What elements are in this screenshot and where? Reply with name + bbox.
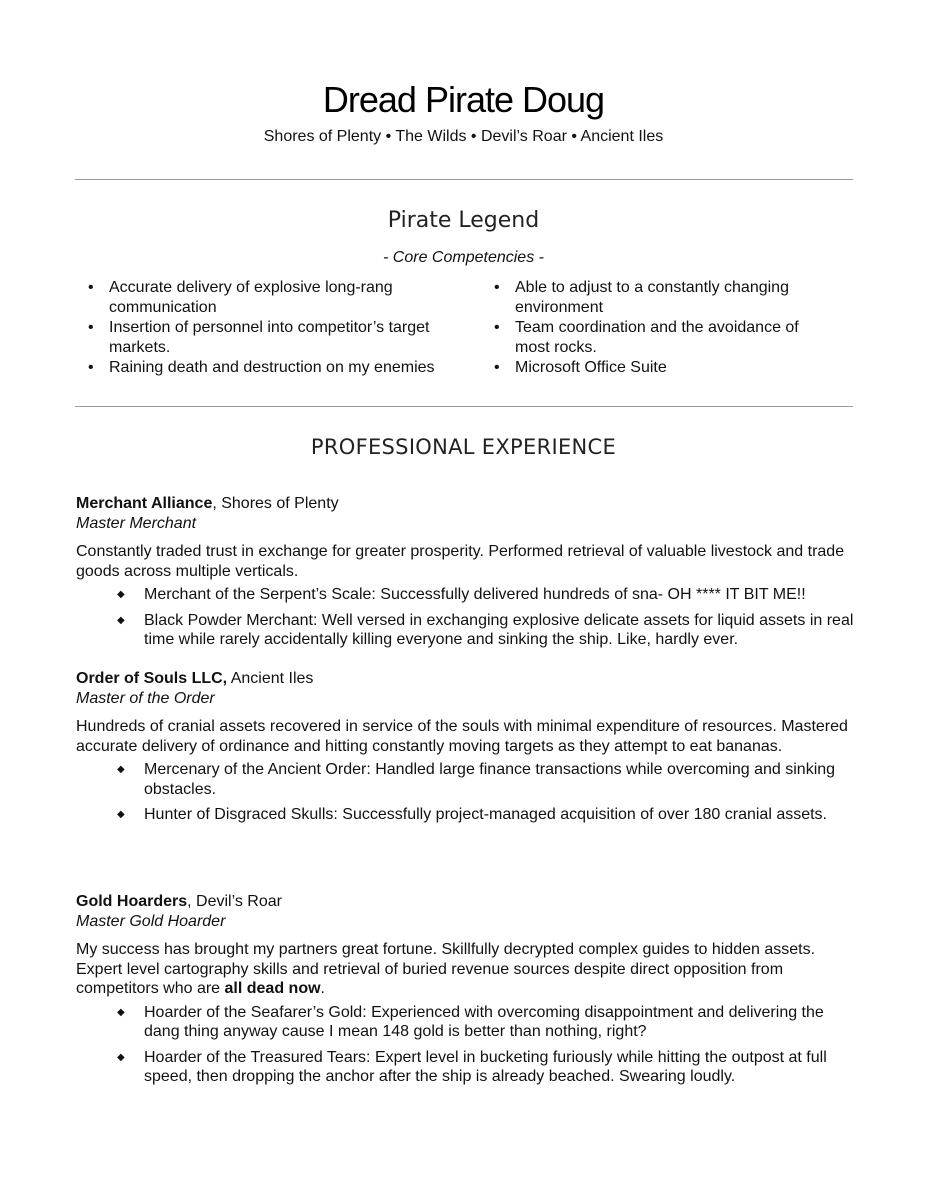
company-name: Order of Souls LLC, <box>76 670 228 687</box>
job-heading <box>76 669 856 689</box>
competency-item: • Team coordination and the avoidance of most rocks. <box>494 319 799 356</box>
company-name: Merchant Alliance <box>76 495 213 512</box>
candidate-name: Dread Pirate Doug <box>322 79 605 120</box>
job-order-of-souls <box>76 669 856 831</box>
job-heading <box>76 892 856 912</box>
divider-top <box>75 179 853 180</box>
company-location: Ancient Iles <box>227 670 314 687</box>
divider-middle <box>75 406 853 407</box>
job-bullet: ◆ Hoarder of the Seafarer’s Gold: Experienced with overcoming disappointment and delivering the dang thing anyway cause I mean 148 gold is better than nothing, right? <box>117 1003 824 1040</box>
company-location: , Shores of Plenty <box>212 495 339 512</box>
job-bullets <box>76 585 856 650</box>
competency-item: • Insertion of personnel into competitor’s target markets. <box>88 319 430 356</box>
job-bullets <box>76 760 856 825</box>
job-description: Hundreds of cranial assets recovered in service of the souls with minimal expenditure of resources. Mastered accurate delivery of ordinance and hitting constantly moving targets as they attempt to eat bananas. <box>76 718 848 755</box>
diamond-bullet-icon: ◆ <box>117 1006 125 1018</box>
competency-item: • Accurate delivery of explosive long-rang communication <box>88 279 393 316</box>
competency-item: • Raining death and destruction on my enemies <box>88 359 435 376</box>
diamond-bullet-icon: ◆ <box>117 589 125 600</box>
diamond-bullet-icon: ◆ <box>117 614 125 626</box>
job-bullet: ◆ Black Powder Merchant: Well versed in exchanging explosive delicate assets for liquid assets in real time while rarely accidentally killing everyone and sinking the ship. Like, hardly ever. <box>117 611 854 648</box>
bullet-icon: • <box>494 359 500 376</box>
job-bullet: ◆ Merchant of the Serpent’s Scale: Successfully delivered hundreds of sna- OH **** IT BIT ME!! <box>117 586 806 603</box>
job-role: Master Gold Hoarder <box>76 912 226 930</box>
job-heading <box>76 494 856 514</box>
locations-line: Shores of Plenty • The Wilds • Devil’s Roar • Ancient Iles <box>263 128 664 145</box>
competencies-right-list <box>481 278 831 379</box>
job-merchant-alliance <box>76 494 856 656</box>
job-role: Master Merchant <box>76 514 197 532</box>
diamond-bullet-icon: ◆ <box>117 1051 125 1063</box>
job-bullet: ◆ Hunter of Disgraced Skulls: Successfully project-managed acquisition of over 180 cranial assets. <box>117 806 827 823</box>
company-name: Gold Hoarders <box>76 893 188 910</box>
diamond-bullet-icon: ◆ <box>117 809 125 820</box>
emphasis-text: all dead now <box>224 980 321 997</box>
job-role: Master of the Order <box>76 689 215 707</box>
diamond-bullet-icon: ◆ <box>117 764 125 775</box>
legend-title: Pirate Legend <box>387 208 540 233</box>
bullet-icon: • <box>494 319 500 336</box>
competency-item: • Microsoft Office Suite <box>494 359 667 376</box>
experience-title: PROFESSIONAL EXPERIENCE <box>310 435 617 459</box>
job-bullets <box>76 1003 856 1087</box>
bullet-icon: • <box>88 279 94 296</box>
job-bullet: ◆ Hoarder of the Treasured Tears: Expert level in bucketing furiously while hitting the outpost at full speed, then dropping the anchor after the ship is already beached. Swearing loudly. <box>117 1048 827 1085</box>
competencies-left-list <box>75 278 470 379</box>
job-description: Constantly traded trust in exchange for greater prosperity. Performed retrieval of valuable livestock and trade goods across multiple verticals. <box>76 543 845 580</box>
company-location: , Devil’s Roar <box>187 893 282 910</box>
job-bullet: ◆ Mercenary of the Ancient Order: Handled large finance transactions while overcoming and sinking obstacles. <box>117 761 836 798</box>
competencies-subtitle: - Core Competencies - <box>383 249 544 266</box>
bullet-icon: • <box>494 279 500 296</box>
bullet-icon: • <box>88 359 94 376</box>
bullet-icon: • <box>88 319 94 336</box>
job-description: My success has brought my partners great fortune. Skillfully decrypted complex guides to hidden assets. Expert level cartography skills and retrieval of buried revenue sources despite direct opposition from competitors who are all dead now. <box>76 941 816 997</box>
competency-item: • Able to adjust to a constantly changing environment <box>494 279 789 316</box>
job-gold-hoarders <box>76 892 856 1093</box>
